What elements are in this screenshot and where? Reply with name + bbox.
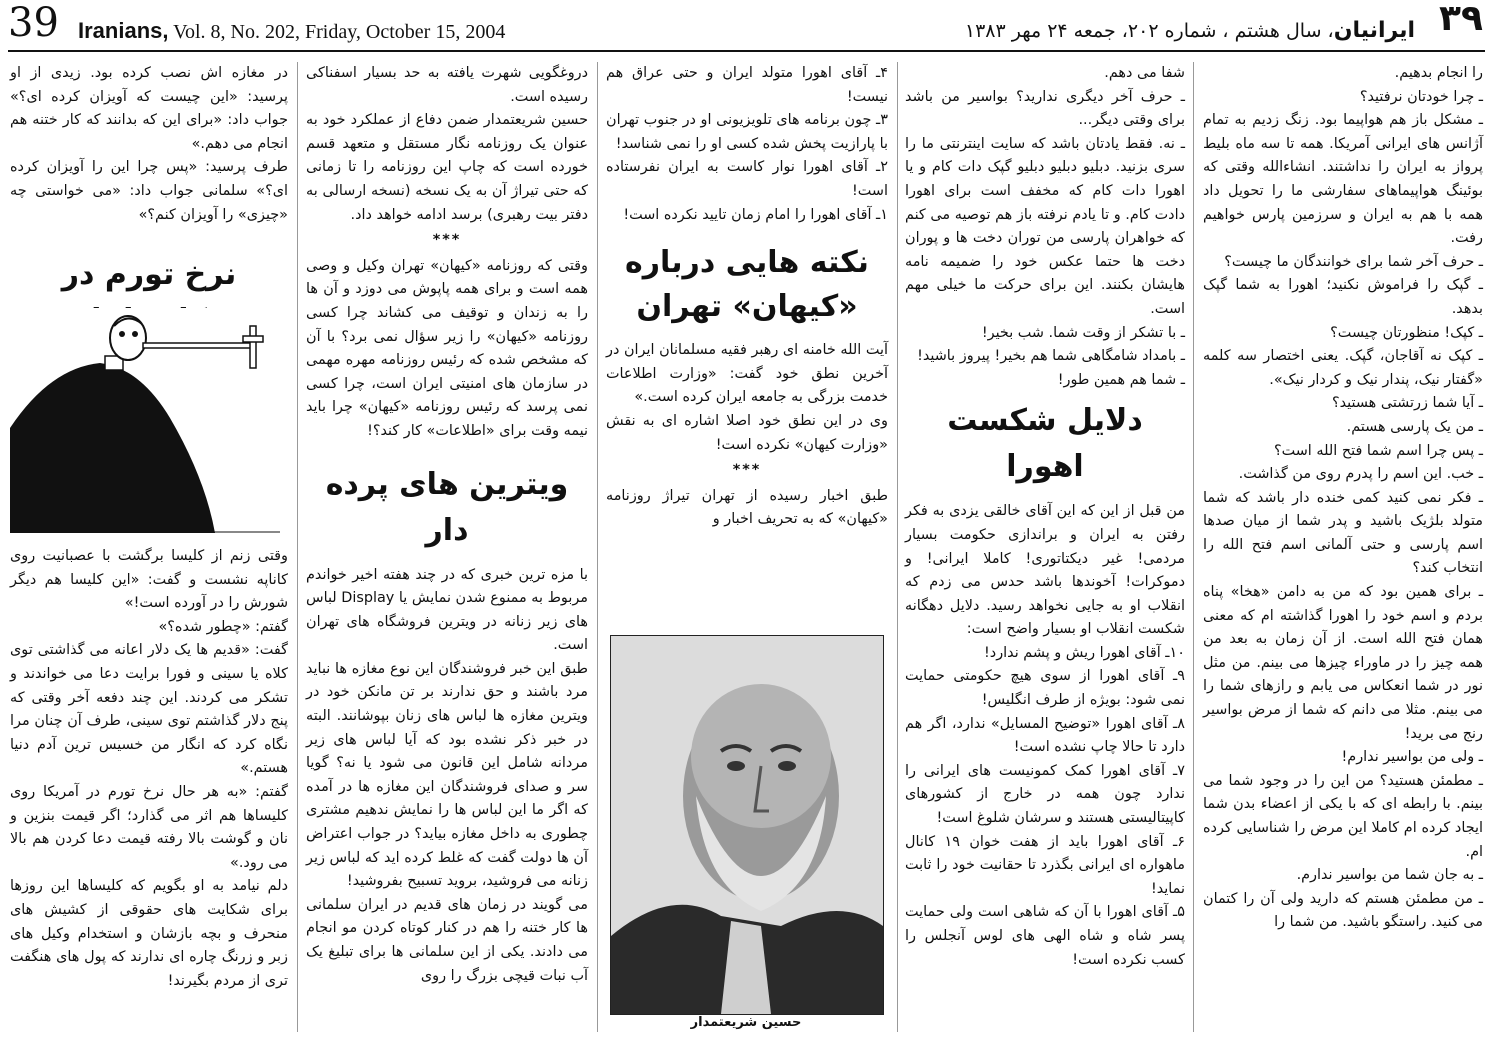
paragraph: ـ با تشکر از وقت شما. شب بخیر! (981, 324, 1185, 341)
page-number-left: 39 (8, 0, 59, 46)
paragraph: من قبل از این که این آقای خالقی یزدی به فکر رفتن به ایران و براندازی حکومت بسیار مردمی! غیر دیکتاتوری! کاملا ایرانی! و دموکرات! آخوندها باشد حدس می زدم که انقلاب او به جایی نخواهد رسید. دلایل دهگانه شکست انقلاب او بسیار واضح است: (905, 503, 1185, 638)
paragraph: ۳ـ چون برنامه های تلویزیونی او در جنوب تهران با پارازیت پخش شده کسی او را نمی شناسد! (606, 112, 888, 152)
section-separator: *** (732, 462, 762, 479)
paragraph: آیت الله خامنه ای رهبر فقیه مسلمانان ایران در آخرین نطق خود گفت: «وزارت اطلاعات خدمت بزرگی به جامعه ایران کرده است.» (606, 342, 888, 406)
paragraph: وقتی که روزنامه «کیهان» تهران وکیل و وصی همه است و برای همه پاپوش می دوزد و آن ها را به زندان و توقیف می کشاند چرا کسی روزنامه «کیهان» را زیر سؤال نمی برد؟ با آن که مشخص شده که رئیس روزنامه مهره مهمی در سازمان های امنیتی ایران است، چرا کسی نمی پرسد که رئیس روزنامه «کیهان» چرا باید نیمه وقت برای «اطلاعات» کار کند؟! (306, 257, 588, 439)
paragraph: شفا می دهم. (1104, 65, 1185, 81)
priest-cartoon-illustration (10, 308, 280, 533)
article-headline: دلایل شکست اهورا (947, 403, 1143, 485)
publication-name: Iranians, (78, 18, 169, 43)
headline-line: نکته هایی درباره (625, 245, 869, 281)
portrait-photo (610, 635, 884, 1015)
column-divider (597, 62, 598, 1032)
paragraph: ـ کپک! منظورتان چیست؟ (1330, 324, 1483, 341)
column-divider (897, 62, 898, 1032)
paragraph: گفتم: «به هر حال نرخ تورم در آمریکا روی کلیساها هم اثر می گذارد؛ اگر قیمت بنزین و نان و گوشت بالا رفته قیمت دعا کردن هم بالا می رود.» (10, 783, 288, 871)
headline-line: «کیهان» تهران (636, 289, 858, 325)
paragraph: در مغازه اش نصب کرده بود. زیدی از او پرسید: «این چیست که آویزان کرده ای؟» جواب داد: «برای این که بدانند که کار ختنه هم انجام می دهم.» (10, 65, 288, 152)
paragraph: ـ آیا شما زرتشتی هستید؟ (1331, 395, 1483, 412)
paragraph: حسین شریعتمدار ضمن دفاع از عملکرد خود به عنوان یک روزنامه نگار مستقل و متعهد قسم خورده است که چاپ این روزنامه را تا زمانی که حتی تیراژ آن به یک نسخه (نسخه ارسالی به دفتر بیت رهبری) برسد ادامه خواهد داد. (306, 112, 588, 223)
paragraph: ۱ـ آقای اهورا را امام زمان تایید نکرده است! (623, 206, 888, 223)
article-headline: نرخ تورم در (61, 257, 237, 292)
column-5-headline (10, 252, 288, 307)
column-2 (905, 62, 1185, 1032)
paragraph: دلم نیامد به او بگویم که کلیساها این روزها برای شکایت های حقوقی از کشیش های منحرف و بچه بازشان و استخدام وکیل های زبر و زرنگ چاره ای ندارند که پول های هنگفت تری از مردم بگیرند! (10, 878, 288, 989)
paragraph: ـ کپک نه آقاجان، گپک. یعنی اختصار سه کلمه «گفتار نیک، پندار نیک و کردار نیک». (1203, 348, 1483, 388)
paragraph: ـ گپک را فراموش نکنید؛ اهورا به شما گپک بدهد. (1203, 277, 1483, 317)
masthead-english (78, 18, 505, 44)
paragraph: ـ شما هم همین طور! (1057, 371, 1185, 388)
column-5-bottom (10, 545, 288, 1033)
paragraph: ۶ـ آقای اهورا باید از هفت خوان ۱۹ کانال ماهواره ای ایرانی بگذرد تا حقانیت خود را ثابت نماید! (905, 833, 1185, 897)
paragraph: ـ مطمئن هستید؟ من این را در وجود شما می بینم. با رابطه ای که با یکی از اعضاء بدن شما ایجاد کرده ام کاملا این مرض را شناسایی کرده ام. (1203, 772, 1483, 860)
column-3 (606, 62, 888, 632)
paragraph: ـ چرا خودتان نرفتید؟ (1359, 88, 1483, 105)
paragraph: ـ بامداد شامگاهی شما هم بخیر! پیروز باشید! (917, 348, 1185, 365)
issue-info: Vol. 8, No. 202, Friday, October 15, 2004 (173, 21, 506, 43)
paragraph: ـ حرف آخر دیگری ندارید؟ بواسیر من باشد برای وقتی دیگر... (905, 88, 1185, 129)
paragraph: طبق این خبر فروشندگان این نوع مغازه ها نباید مرد باشند و حق ندارند بر تن مانکن خود در ویترین مغازه ها لباس های زنان بپوشانند. البته در خبر ذکر نشده بود که آیا لباس های زیر مردانه شامل این قانون می شود یا نه؟ گویا سر و صدای فروشندگان این مغازه ها در آمده که اگر ما این لباس ها را نمایش ندهیم مشتری چطوری به داخل مغازه بیاید؟ در جواب اعتراض آن ها دولت گفت که غلط کرده اید که لباس زیر زنانه می فروشید، بروید تسبیح بفروشید! (306, 660, 588, 890)
paragraph: ۱۰ـ آقای اهورا ریش و پشم ندارد! (984, 644, 1185, 661)
column-1 (1203, 62, 1483, 1032)
publication-name-fa: ایرانیان (1333, 18, 1415, 43)
paragraph: ـ حرف آخر شما برای خوانندگان ما چیست؟ (1224, 253, 1483, 270)
section-separator: *** (432, 232, 462, 249)
column-divider (297, 62, 298, 1032)
paragraph: ۷ـ آقای اهورا کمک کمونیست های ایرانی را ندارد چون همه در خارج از کشورهای کاپیتالیستی هستند و سرشان شلوغ است! (905, 762, 1185, 827)
paragraph: ـ پس چرا اسم شما فتح الله است؟ (1273, 442, 1483, 459)
paragraph: می گویند در زمان های قدیم در ایران سلمانی ها کار ختنه را هم در کنار کوتاه کردن مو انجام می دادند. یکی از این سلمانی ها برای تبلیغ یک آب نبات قیچی بزرگ را روی (306, 896, 588, 984)
paragraph: ـ نه. فقط یادتان باشد که سایت اینترنتی ما را سری بزنید. دبلیو دبلیو دبلیو گپک دات کام و یا اهورا دات کام که مخفف است برای اهورا دادت کام. و تا یادم نرفته باز هم توصیه می کنم که خواهران پارسی من توران دخت ها و پوران دخت ها حتما عکس خود را ضمیمه نامه هایشان بکنند. این برای حرکت ما خیلی مهم است. (905, 135, 1185, 317)
paragraph: ـ من مطمئن هستم که دارید ولی آن را کتمان می کنید. راستگو باشید. من شما را (1203, 890, 1483, 931)
paragraph: با مزه ترین خبری که در چند هفته اخیر خواندم مربوط به ممنوع شدن نمایش یا Display لباس های زیر زنانه در ویترین فروشگاه های تهران است. (306, 566, 588, 654)
masthead-persian (965, 18, 1415, 43)
article-headline: ویترین های پرده دار (325, 466, 569, 548)
paragraph: دروغگویی شهرت یافته به حد بسیار اسفناکی رسیده است. (306, 65, 588, 105)
paragraph: گفت: «قدیم ها یک دلار اعانه می گذاشتی توی کلاه یا سینی و فورا برایت دعا می خواندند و تشکر می کردند. این چند دفعه آخر وقتی که پنج دلار گذاشتم توی سینی، طرف آن چنان مرا نگاه کرد که انگار من خسیس ترین آدم دنیا هستم.» (10, 642, 288, 777)
portrait-illustration (611, 636, 883, 1014)
paragraph: ـ ولی من بواسیر ندارم! (1341, 749, 1483, 766)
paragraph: ۵ـ آقای اهورا با آن که شاهی است ولی حمایت پسر شاه و شاه الهی های لوس آنجلس را کسب نکرده است! (905, 904, 1185, 968)
column-4 (306, 62, 588, 1032)
paragraph: ـ مشکل باز هم هواپیما بود. زنگ زدیم به تمام آژانس های ایرانی آمریکا. همه تا سه ماه بلیط پرواز به ایران را نداشتند. انشاءالله وقتی که بوئینگ هواپیماهای سفارشی ما را تحویل داد همه با هم به ایران و سرزمین پارس خواهیم رفت. (1203, 112, 1483, 247)
paragraph: ـ من یک پارسی هستم. (1346, 418, 1483, 435)
paragraph: ۸ـ آقای اهورا «توضیح المسایل» ندارد، اگر هم دارد تا حالا چاپ نشده است! (905, 715, 1185, 756)
issue-info-fa: ، سال هشتم ، شماره ۲۰۲، جمعه ۲۴ مهر ۱۳۸۳ (964, 20, 1334, 42)
paragraph: طرف پرسید: «پس چرا این را آویزان کرده ای؟» سلمانی جواب داد: «می خواستی چه «چیزی» را آویزان کنم؟» (10, 159, 288, 223)
paragraph: طبق اخبار رسیده از تهران تیراژ روزنامه «کیهان» که به تحریف اخبار و (606, 487, 888, 528)
column-divider (1193, 62, 1194, 1032)
article-headline (606, 241, 888, 329)
paragraph: وی در این نطق خود اصلا اشاره ای به نقش «وزارت کیهان» نکرده است! (606, 412, 888, 453)
paragraph: گفتم: «چطور شده؟» (158, 618, 288, 635)
paragraph: ۹ـ آقای اهورا از سوی هیچ حکومتی حمایت نمی شود: بویژه از طرف انگلیس! (905, 668, 1185, 709)
paragraph: ـ به جان شما من بواسیر ندارم. (1296, 867, 1483, 884)
paragraph: ـ خب. این اسم را پدرم روی من گذاشت. (1238, 466, 1483, 483)
page-number-right: ۳۹ (1439, 0, 1483, 39)
paragraph: ۴ـ آقای اهورا متولد ایران و حتی عراق هم نیست! (606, 65, 888, 105)
paragraph: ـ برای همین بود که من به دامن «هخا» پناه بردم و اسم خود را اهورا گذاشته ام که معنی همان فتح الله است. از آن زمان به بعد من همه چیز را در ماوراء چیزها می بینم. من مثل نور در شما انعکاس می یابم و رازهای شما را می بینم. مثلا می دانم که شما از مرض بواسیر رنج می برید! (1203, 584, 1483, 742)
paragraph: را انجام بدهیم. (1394, 65, 1483, 81)
masthead (0, 0, 1493, 52)
paragraph: ۲ـ آقای اهورا نوار کاست به ایران نفرستاده است! (606, 159, 888, 199)
paragraph: ـ فکر نمی کنید کمی خنده دار باشد که شما متولد بلژیک باشید و پدر شما از میان صدها اسم پارسی و حتی آلمانی اسم فتح الله را انتخاب کند؟ (1203, 489, 1483, 577)
paragraph: وقتی زنم از کلیسا برگشت با عصبانیت روی کاناپه نشست و گفت: «این کلیسا هم دیگر شورش را در آورده است!» (10, 548, 288, 612)
photo-caption: حسین شریعتمدار (690, 1015, 802, 1030)
column-5-top (10, 62, 288, 237)
header-rule (8, 50, 1485, 52)
